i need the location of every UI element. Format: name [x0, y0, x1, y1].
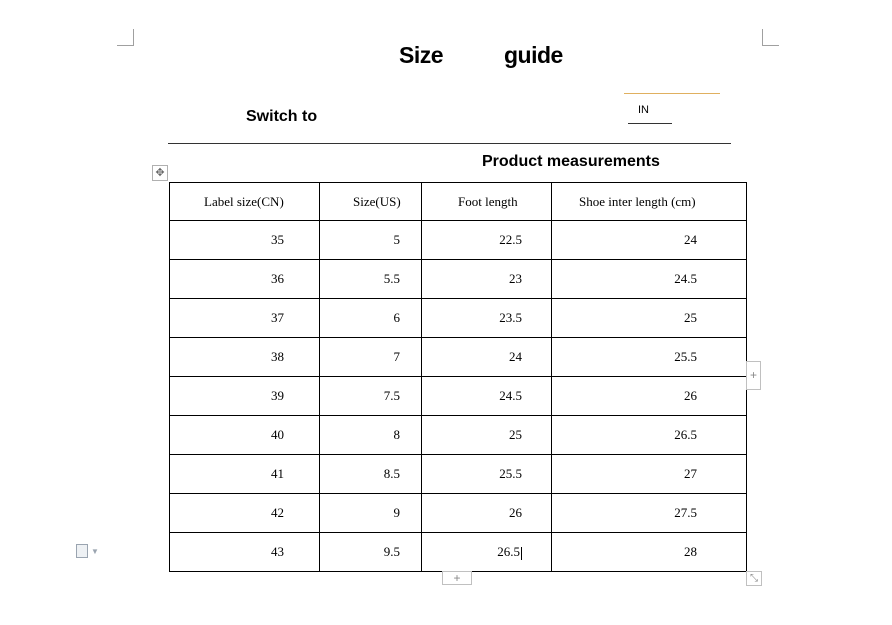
plus-icon: + [749, 368, 757, 382]
table-move-handle[interactable] [152, 165, 168, 181]
cell-shoe-inter-length[interactable]: 27 [552, 455, 747, 494]
header-size-us[interactable]: Size(US) [320, 183, 422, 221]
switch-to-label: Switch to [246, 108, 318, 125]
cell-foot-length-active[interactable] [422, 533, 552, 572]
unit-selector-value[interactable]: IN [638, 104, 649, 116]
cell-foot-length-value: 26.5 [497, 544, 520, 559]
cell-size-us[interactable]: 7 [320, 338, 422, 377]
plus-icon: + [453, 571, 461, 585]
header-divider [168, 143, 731, 144]
move-icon: ✥ [155, 167, 165, 179]
product-measurements-heading: Product measurements [482, 153, 660, 170]
cell-size-us[interactable]: 8 [320, 416, 422, 455]
cell-shoe-inter-length[interactable]: 25.5 [552, 338, 747, 377]
paste-options-button[interactable] [76, 544, 99, 558]
table-row [170, 533, 747, 572]
cell-foot-length[interactable]: 26 [422, 494, 552, 533]
cell-size-cn[interactable]: 39 [170, 377, 320, 416]
page-corner-mark-top-left [117, 29, 134, 46]
table-resize-handle[interactable] [746, 571, 762, 586]
title-word-guide: guide [504, 42, 563, 68]
title-word-size: Size [399, 42, 444, 68]
cell-size-us[interactable]: 5.5 [320, 260, 422, 299]
table-row [170, 299, 747, 338]
resize-icon: ⤡ [750, 573, 758, 584]
cell-shoe-inter-length[interactable]: 26 [552, 377, 747, 416]
page-corner-mark-top-right [762, 29, 779, 46]
cell-foot-length[interactable]: 24.5 [422, 377, 552, 416]
header-label-size-cn[interactable]: Label size(CN) [170, 183, 320, 221]
cell-size-us[interactable]: 7.5 [320, 377, 422, 416]
cell-size-cn[interactable]: 41 [170, 455, 320, 494]
table-row [170, 338, 747, 377]
table-row [170, 416, 747, 455]
cell-size-us[interactable]: 6 [320, 299, 422, 338]
cell-foot-length[interactable]: 22.5 [422, 221, 552, 260]
cell-size-cn[interactable]: 43 [170, 533, 320, 572]
size-table [169, 182, 747, 572]
table-row [170, 260, 747, 299]
cell-size-cn[interactable]: 36 [170, 260, 320, 299]
header-shoe-inter-length[interactable]: Shoe inter length (cm) [552, 183, 747, 221]
cell-shoe-inter-length[interactable]: 28 [552, 533, 747, 572]
cell-foot-length[interactable]: 24 [422, 338, 552, 377]
cell-foot-length[interactable]: 23 [422, 260, 552, 299]
cell-size-cn[interactable]: 40 [170, 416, 320, 455]
cell-foot-length[interactable]: 25 [422, 416, 552, 455]
cell-size-cn[interactable]: 42 [170, 494, 320, 533]
cell-shoe-inter-length[interactable]: 27.5 [552, 494, 747, 533]
table-row [170, 377, 747, 416]
cell-shoe-inter-length[interactable]: 25 [552, 299, 747, 338]
cell-size-us[interactable]: 5 [320, 221, 422, 260]
add-row-button[interactable] [746, 361, 761, 390]
cell-shoe-inter-length[interactable]: 24 [552, 221, 747, 260]
unit-selector-underline [628, 123, 672, 124]
header-foot-length[interactable]: Foot length [422, 183, 552, 221]
text-cursor [521, 547, 522, 560]
cell-size-cn[interactable]: 35 [170, 221, 320, 260]
table-row [170, 494, 747, 533]
cell-size-us[interactable]: 8.5 [320, 455, 422, 494]
chevron-down-icon: ▼ [91, 546, 99, 556]
cell-foot-length[interactable]: 23.5 [422, 299, 552, 338]
cell-size-us[interactable]: 9 [320, 494, 422, 533]
table-row [170, 221, 747, 260]
cell-size-cn[interactable]: 37 [170, 299, 320, 338]
table-header-row [170, 183, 747, 221]
cell-size-us[interactable]: 9.5 [320, 533, 422, 572]
add-column-button[interactable] [442, 571, 472, 585]
cell-size-cn[interactable]: 38 [170, 338, 320, 377]
cell-shoe-inter-length[interactable]: 26.5 [552, 416, 747, 455]
table-row [170, 455, 747, 494]
paste-options-icon [76, 544, 88, 558]
cell-foot-length[interactable]: 25.5 [422, 455, 552, 494]
cell-shoe-inter-length[interactable]: 24.5 [552, 260, 747, 299]
unit-selector-top-line [624, 93, 720, 94]
